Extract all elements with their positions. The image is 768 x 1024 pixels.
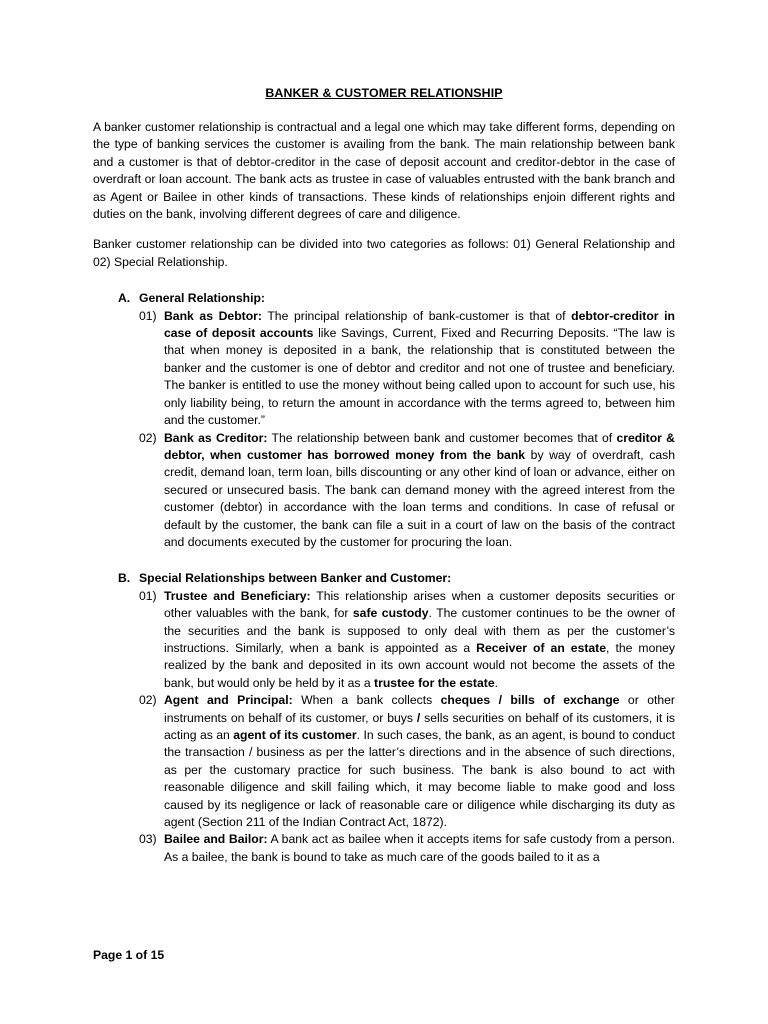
page-number: Page 1 of 15	[93, 948, 165, 962]
item-body: A bank act as bailee when it accepts items for safe custody from a person. As a bailee, the bank is bound to take as much care of the goods bailed to it as a	[164, 832, 675, 864]
item-body: This relationship arises when a customer deposits securities or other valuables with the bank, for	[164, 588, 675, 621]
item-body: . The customer continues to be the owner of the securities and the bank is supposed to only deal with them as per the customer’s instructions. Similarly, when a bank is appointed as a	[164, 606, 675, 655]
item-body: . In such cases, the bank, as an agent, is bound to conduct the transaction / business as per the latter’s directions and in the absence of such directions, as per the customary practice for such business. The bank is also bound to act with reasonable diligence and skill failing which, it may become liable to make good and loss caused by its negligence or lack of reasonable care or diligence while discharging its duty as agent (Section 211 of the Indian Contract Act, 1872).	[164, 728, 676, 830]
section-special-relationships	[118, 570, 675, 866]
item-text	[164, 588, 675, 692]
section-heading	[118, 290, 675, 307]
item-emphasis: Receiver of an estate	[476, 640, 607, 655]
section-letter: B.	[118, 571, 131, 586]
section-general-relationship	[118, 290, 675, 551]
item-body: sells securities on behalf of its customers, it is acting as an	[164, 710, 675, 742]
item-body: or other instruments on behalf of its customer, or buys	[164, 693, 675, 725]
item-emphasis: agent of its customer	[233, 728, 357, 742]
item-body: The principal relationship of bank-customer is that of	[261, 308, 572, 323]
section-letter: A.	[118, 291, 131, 306]
page-title: BANKER & CUSTOMER RELATIONSHIP	[265, 86, 503, 100]
item-body: The relationship between bank and customer becomes that of	[267, 430, 617, 445]
item-emphasis: cheques / bills of exchange	[440, 693, 620, 708]
categories-paragraph: Banker customer relationship can be divided into two categories as follows: 01) General Relationship and 02) Special Relationship.	[93, 237, 675, 269]
list-item-agent-principal	[139, 692, 675, 831]
item-text	[164, 308, 675, 430]
item-text	[164, 831, 675, 866]
list-item-bank-as-debtor	[139, 308, 675, 430]
item-term: Bailee and Bailor:	[164, 832, 268, 847]
item-body: .	[494, 675, 498, 690]
item-text	[164, 430, 675, 552]
item-number: 01)	[139, 588, 157, 603]
item-term: Bank as Debtor:	[164, 308, 262, 323]
section-title: General Relationship:	[139, 291, 265, 306]
intro-paragraph: A banker customer relationship is contractual and a legal one which may take different forms, depending on the type of banking services the customer is availing from the bank. The main relationship between bank and a customer is that of debtor-creditor in the case of deposit account and creditor-debtor in the case of overdraft or loan account. The bank acts as trustee in case of valuables entrusted with the bank branch and as Agent or Bailee in other kinds of transactions. These kinds of relationships enjoin different rights and duties on the bank, involving different degrees of care and diligence.	[93, 120, 675, 222]
section-title: Special Relationships between Banker and Customer:	[139, 571, 452, 586]
section-items	[139, 588, 675, 867]
section-items	[139, 308, 675, 552]
item-body: , the money realized by the bank and deposited in its own account would not become the assets of the bank, but would only be held by it as a	[164, 640, 676, 690]
item-number: 02)	[139, 430, 157, 445]
item-text	[164, 692, 675, 831]
item-number: 01)	[139, 308, 157, 323]
item-number: 03)	[139, 832, 157, 847]
list-item-trustee-beneficiary	[139, 588, 675, 692]
item-body: When a bank collects	[292, 693, 441, 708]
section-heading	[118, 570, 675, 587]
item-emphasis: trustee for the estate	[374, 675, 495, 690]
item-body: like Savings, Current, Fixed and Recurring Deposits. “The law is that when money is deposited in a bank, the relationship that is constituted between the banker and the customer is one of debtor and creditor and not one of trustee and beneficiary. The banker is entitled to use the money without being called upon to account for such use, his only liability being, to return the amount in accordance with the terms agreed to, between him and the customer.”	[164, 326, 675, 428]
item-term: Trustee and Beneficiary:	[164, 588, 311, 603]
item-term: Bank as Creditor:	[164, 430, 268, 445]
list-item-bailee-bailor	[139, 831, 675, 866]
item-emphasis: safe custody	[352, 606, 429, 621]
list-item-bank-as-creditor	[139, 430, 675, 552]
item-emphasis: /	[416, 710, 421, 725]
item-emphasis: debtor-creditor in case of deposit accounts	[164, 308, 675, 341]
item-emphasis: creditor & debtor, when customer has borrowed money from the bank	[164, 430, 675, 462]
item-body: by way of overdraft, cash credit, demand loan, term loan, bills discounting or any other kind of loan or advance, either on secured or unsecured basis. The bank can demand money with the agreed interest from the customer (debtor) in accordance with the loan terms and conditions. In case of refusal or default by the customer, the bank can file a suit in a court of law on the basis of the contract and documents executed by the customer for procuring the loan.	[164, 447, 675, 549]
item-term: Agent and Principal:	[164, 693, 293, 708]
item-number: 02)	[139, 693, 157, 708]
